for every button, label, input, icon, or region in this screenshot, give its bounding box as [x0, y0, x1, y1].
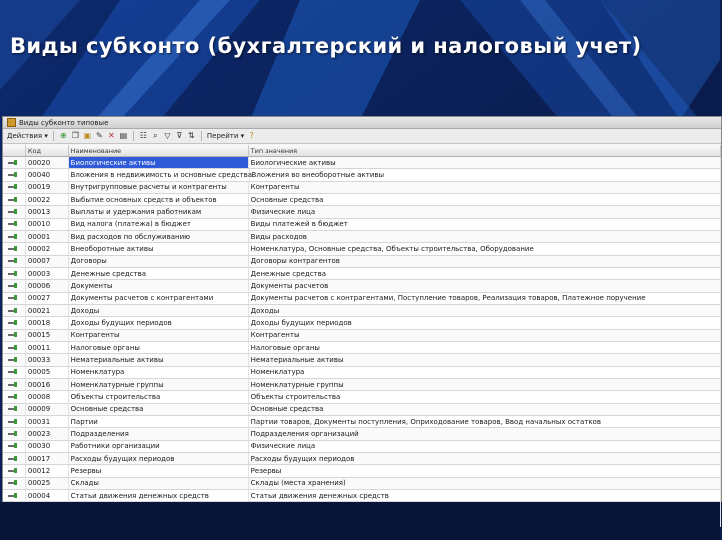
subconto-item-icon	[8, 308, 18, 314]
copy-icon[interactable]: ❐	[71, 131, 79, 140]
name-cell: Номенклатурные группы	[69, 379, 249, 390]
table-row[interactable]	[3, 182, 721, 194]
actions-menu[interactable]: Действия ▾	[7, 132, 48, 140]
table-row[interactable]	[3, 441, 721, 453]
name-cell: Вид расходов по обслуживанию	[69, 231, 249, 242]
code-cell: 00033	[26, 354, 69, 365]
row-icon-cell	[3, 268, 26, 279]
subconto-item-icon	[8, 369, 18, 375]
table-row[interactable]	[3, 367, 721, 379]
window-icon	[7, 118, 16, 127]
table-row[interactable]	[3, 280, 721, 292]
edit-icon[interactable]: ✎	[96, 131, 103, 140]
subconto-item-icon	[8, 283, 18, 289]
slide-footer-band	[0, 502, 720, 540]
mark-icon[interactable]: ▤	[119, 131, 128, 140]
row-icon-cell	[3, 280, 26, 291]
header-icon-column	[3, 145, 26, 156]
row-icon-cell	[3, 169, 26, 180]
row-icon-cell	[3, 317, 26, 328]
table-row[interactable]	[3, 465, 721, 477]
row-icon-cell	[3, 404, 26, 415]
subconto-item-icon	[8, 431, 18, 437]
toolbar-separator	[201, 131, 202, 141]
row-icon-cell	[3, 157, 26, 168]
type-cell: Основные средства	[249, 404, 721, 415]
row-icon-cell	[3, 182, 26, 193]
name-cell: Биологические активы	[69, 157, 249, 168]
table-row[interactable]	[3, 194, 721, 206]
subconto-item-icon	[8, 295, 18, 301]
subconto-item-icon	[8, 493, 18, 499]
code-cell: 00025	[26, 478, 69, 489]
subconto-item-icon	[8, 357, 18, 363]
table-row[interactable]	[3, 243, 721, 255]
table-row[interactable]	[3, 478, 721, 490]
table-header	[3, 145, 721, 157]
header-code[interactable]: Код	[26, 145, 69, 156]
code-cell: 00027	[26, 293, 69, 304]
subconto-item-icon	[8, 456, 18, 462]
name-cell: Партии	[69, 416, 249, 427]
subconto-item-icon	[8, 197, 18, 203]
row-icon-cell	[3, 305, 26, 316]
code-cell: 00011	[26, 342, 69, 353]
code-cell: 00002	[26, 243, 69, 254]
type-cell: Номенклатура	[249, 367, 721, 378]
row-icon-cell	[3, 416, 26, 427]
type-cell: Налоговые органы	[249, 342, 721, 353]
name-cell: Документы расчетов с контрагентами	[69, 293, 249, 304]
type-cell: Контрагенты	[249, 330, 721, 341]
type-cell: Виды платежей в бюджет	[249, 219, 721, 230]
code-cell: 00008	[26, 391, 69, 402]
code-cell: 00012	[26, 465, 69, 476]
subconto-item-icon	[8, 345, 18, 351]
type-cell: Доходы будущих периодов	[249, 317, 721, 328]
row-icon-cell	[3, 219, 26, 230]
table-row[interactable]	[3, 342, 721, 354]
subconto-item-icon	[8, 468, 18, 474]
type-cell: Склады (места хранения)	[249, 478, 721, 489]
type-cell: Биологические активы	[249, 157, 721, 168]
table-row[interactable]	[3, 219, 721, 231]
row-icon-cell	[3, 243, 26, 254]
name-cell: Выбытие основных средств и объектов	[69, 194, 249, 205]
code-cell: 00016	[26, 379, 69, 390]
subconto-item-icon	[8, 332, 18, 338]
code-cell: 00006	[26, 280, 69, 291]
table-row[interactable]	[3, 416, 721, 428]
window-titlebar	[3, 117, 721, 129]
name-cell: Основные средства	[69, 404, 249, 415]
row-icon-cell	[3, 490, 26, 501]
add-icon[interactable]: ⊕	[60, 131, 67, 140]
type-cell: Денежные средства	[249, 268, 721, 279]
table-row[interactable]	[3, 330, 721, 342]
table-row[interactable]	[3, 231, 721, 243]
name-cell: Документы	[69, 280, 249, 291]
subconto-item-icon	[8, 184, 18, 190]
type-cell: Физические лица	[249, 206, 721, 217]
type-cell: Нематериальные активы	[249, 354, 721, 365]
type-cell: Основные средства	[249, 194, 721, 205]
toolbar-separator	[133, 131, 134, 141]
code-cell: 00015	[26, 330, 69, 341]
name-cell: Денежные средства	[69, 268, 249, 279]
window-title: Виды субконто типовые	[19, 118, 109, 127]
row-icon-cell	[3, 478, 26, 489]
table-row[interactable]	[3, 391, 721, 403]
code-cell: 00020	[26, 157, 69, 168]
subconto-item-icon	[8, 480, 18, 486]
table-row[interactable]	[3, 256, 721, 268]
subconto-item-icon	[8, 443, 18, 449]
goto-menu[interactable]: Перейти ▾	[206, 132, 245, 140]
type-cell: Документы расчетов с контрагентами, Поступление товаров, Реализация товаров, Платежное поручение	[249, 293, 721, 304]
subconto-item-icon	[8, 271, 18, 277]
table-row[interactable]	[3, 453, 721, 465]
name-cell: Расходы будущих периодов	[69, 453, 249, 464]
table-row[interactable]	[3, 404, 721, 416]
code-cell: 00005	[26, 367, 69, 378]
code-cell: 00018	[26, 317, 69, 328]
table-row[interactable]	[3, 293, 721, 305]
code-cell: 00013	[26, 206, 69, 217]
search-icon[interactable]: ⌕	[153, 131, 158, 140]
table-row[interactable]	[3, 305, 721, 317]
code-cell: 00001	[26, 231, 69, 242]
row-icon-cell	[3, 453, 26, 464]
row-icon-cell	[3, 256, 26, 267]
code-cell: 00017	[26, 453, 69, 464]
subconto-item-icon	[8, 406, 18, 412]
slide-title: Виды субконто (бухгалтерский и налоговый учет)	[10, 34, 642, 58]
table-row[interactable]	[3, 157, 721, 169]
type-cell: Статьи движения денежных средств	[249, 490, 721, 501]
help-icon[interactable]: ?	[249, 131, 254, 140]
name-cell: Склады	[69, 478, 249, 489]
header-type[interactable]: Тип значения	[249, 145, 721, 156]
type-cell: Доходы	[249, 305, 721, 316]
subconto-item-icon	[8, 172, 18, 178]
name-cell: Подразделения	[69, 428, 249, 439]
subconto-item-icon	[8, 246, 18, 252]
filter-clear-icon[interactable]: ⊽	[176, 131, 183, 140]
subconto-item-icon	[8, 258, 18, 264]
table-body	[3, 157, 721, 527]
subconto-item-icon	[8, 221, 18, 227]
row-icon-cell	[3, 206, 26, 217]
name-cell: Внутригрупповые расчеты и контрагенты	[69, 182, 249, 193]
table-row[interactable]	[3, 268, 721, 280]
header-name[interactable]: Наименование	[69, 145, 249, 156]
code-cell: 00030	[26, 441, 69, 452]
code-cell: 00031	[26, 416, 69, 427]
delete-icon[interactable]: ✕	[108, 131, 115, 140]
subconto-table	[3, 145, 721, 527]
type-cell: Физические лица	[249, 441, 721, 452]
name-cell: Договоры	[69, 256, 249, 267]
window-toolbar	[3, 129, 721, 144]
table-row[interactable]	[3, 490, 721, 502]
row-icon-cell	[3, 379, 26, 390]
table-row[interactable]	[3, 317, 721, 329]
table-row[interactable]	[3, 354, 721, 366]
row-icon-cell	[3, 231, 26, 242]
row-icon-cell	[3, 391, 26, 402]
type-cell: Договоры контрагентов	[249, 256, 721, 267]
table-row[interactable]	[3, 206, 721, 218]
subconto-item-icon	[8, 394, 18, 400]
row-icon-cell	[3, 367, 26, 378]
code-cell: 00010	[26, 219, 69, 230]
name-cell: Внеоборотные активы	[69, 243, 249, 254]
subconto-item-icon	[8, 234, 18, 240]
code-cell: 00021	[26, 305, 69, 316]
type-cell: Резервы	[249, 465, 721, 476]
sort-icon[interactable]: ⇅	[188, 131, 195, 140]
type-cell: Партии товаров, Документы поступления, Оприходование товаров, Ввод начальных остатков	[249, 416, 721, 427]
type-cell: Номенклатура, Основные средства, Объекты строительства, Оборудование	[249, 243, 721, 254]
toolbar-separator	[53, 131, 54, 141]
name-cell: Доходы	[69, 305, 249, 316]
row-icon-cell	[3, 428, 26, 439]
name-cell: Нематериальные активы	[69, 354, 249, 365]
filter-icon[interactable]: ▽	[164, 131, 171, 140]
type-cell: Виды расходов	[249, 231, 721, 242]
row-icon-cell	[3, 465, 26, 476]
table-row[interactable]	[3, 428, 721, 440]
type-cell: Подразделения организаций	[249, 428, 721, 439]
name-cell: Контрагенты	[69, 330, 249, 341]
name-cell: Работники организации	[69, 441, 249, 452]
code-cell: 00019	[26, 182, 69, 193]
code-cell: 00009	[26, 404, 69, 415]
type-cell: Вложения во внеоборотные активы	[250, 169, 721, 180]
subconto-item-icon	[8, 320, 18, 326]
type-cell: Объекты строительства	[249, 391, 721, 402]
name-cell: Доходы будущих периодов	[69, 317, 249, 328]
code-cell: 00004	[26, 490, 69, 501]
name-cell: Вид налога (платежа) в бюджет	[69, 219, 249, 230]
row-icon-cell	[3, 194, 26, 205]
subconto-item-icon	[8, 160, 18, 166]
name-cell: Вложения в недвижимость и основные средства	[70, 170, 253, 179]
subconto-item-icon	[8, 419, 18, 425]
catalog-window	[2, 116, 722, 502]
add-group-icon[interactable]: ▣	[83, 131, 92, 140]
name-cell: Выплаты и удержания работникам	[69, 206, 249, 217]
row-icon-cell	[3, 441, 26, 452]
row-icon-cell	[3, 354, 26, 365]
type-cell: Номенклатурные группы	[249, 379, 721, 390]
code-cell: 00003	[26, 268, 69, 279]
subconto-item-icon	[8, 382, 18, 388]
code-cell: 00040	[26, 169, 69, 180]
name-cell: Резервы	[69, 465, 249, 476]
name-cell: Налоговые органы	[69, 342, 249, 353]
name-cell: Номенклатура	[69, 367, 249, 378]
hierarchy-icon[interactable]: ☷	[139, 131, 147, 140]
subconto-item-icon	[8, 209, 18, 215]
table-row[interactable]	[3, 169, 721, 181]
name-cell: Объекты строительства	[69, 391, 249, 402]
row-icon-cell	[3, 330, 26, 341]
name-cell: Статьи движения денежных средств	[69, 490, 249, 501]
table-row[interactable]	[3, 379, 721, 391]
row-icon-cell	[3, 293, 26, 304]
row-icon-cell	[3, 342, 26, 353]
code-cell: 00022	[26, 194, 69, 205]
type-cell: Расходы будущих периодов	[249, 453, 721, 464]
code-cell: 00023	[26, 428, 69, 439]
type-cell: Документы расчетов	[249, 280, 721, 291]
code-cell: 00007	[26, 256, 69, 267]
type-cell: Контрагенты	[249, 182, 721, 193]
